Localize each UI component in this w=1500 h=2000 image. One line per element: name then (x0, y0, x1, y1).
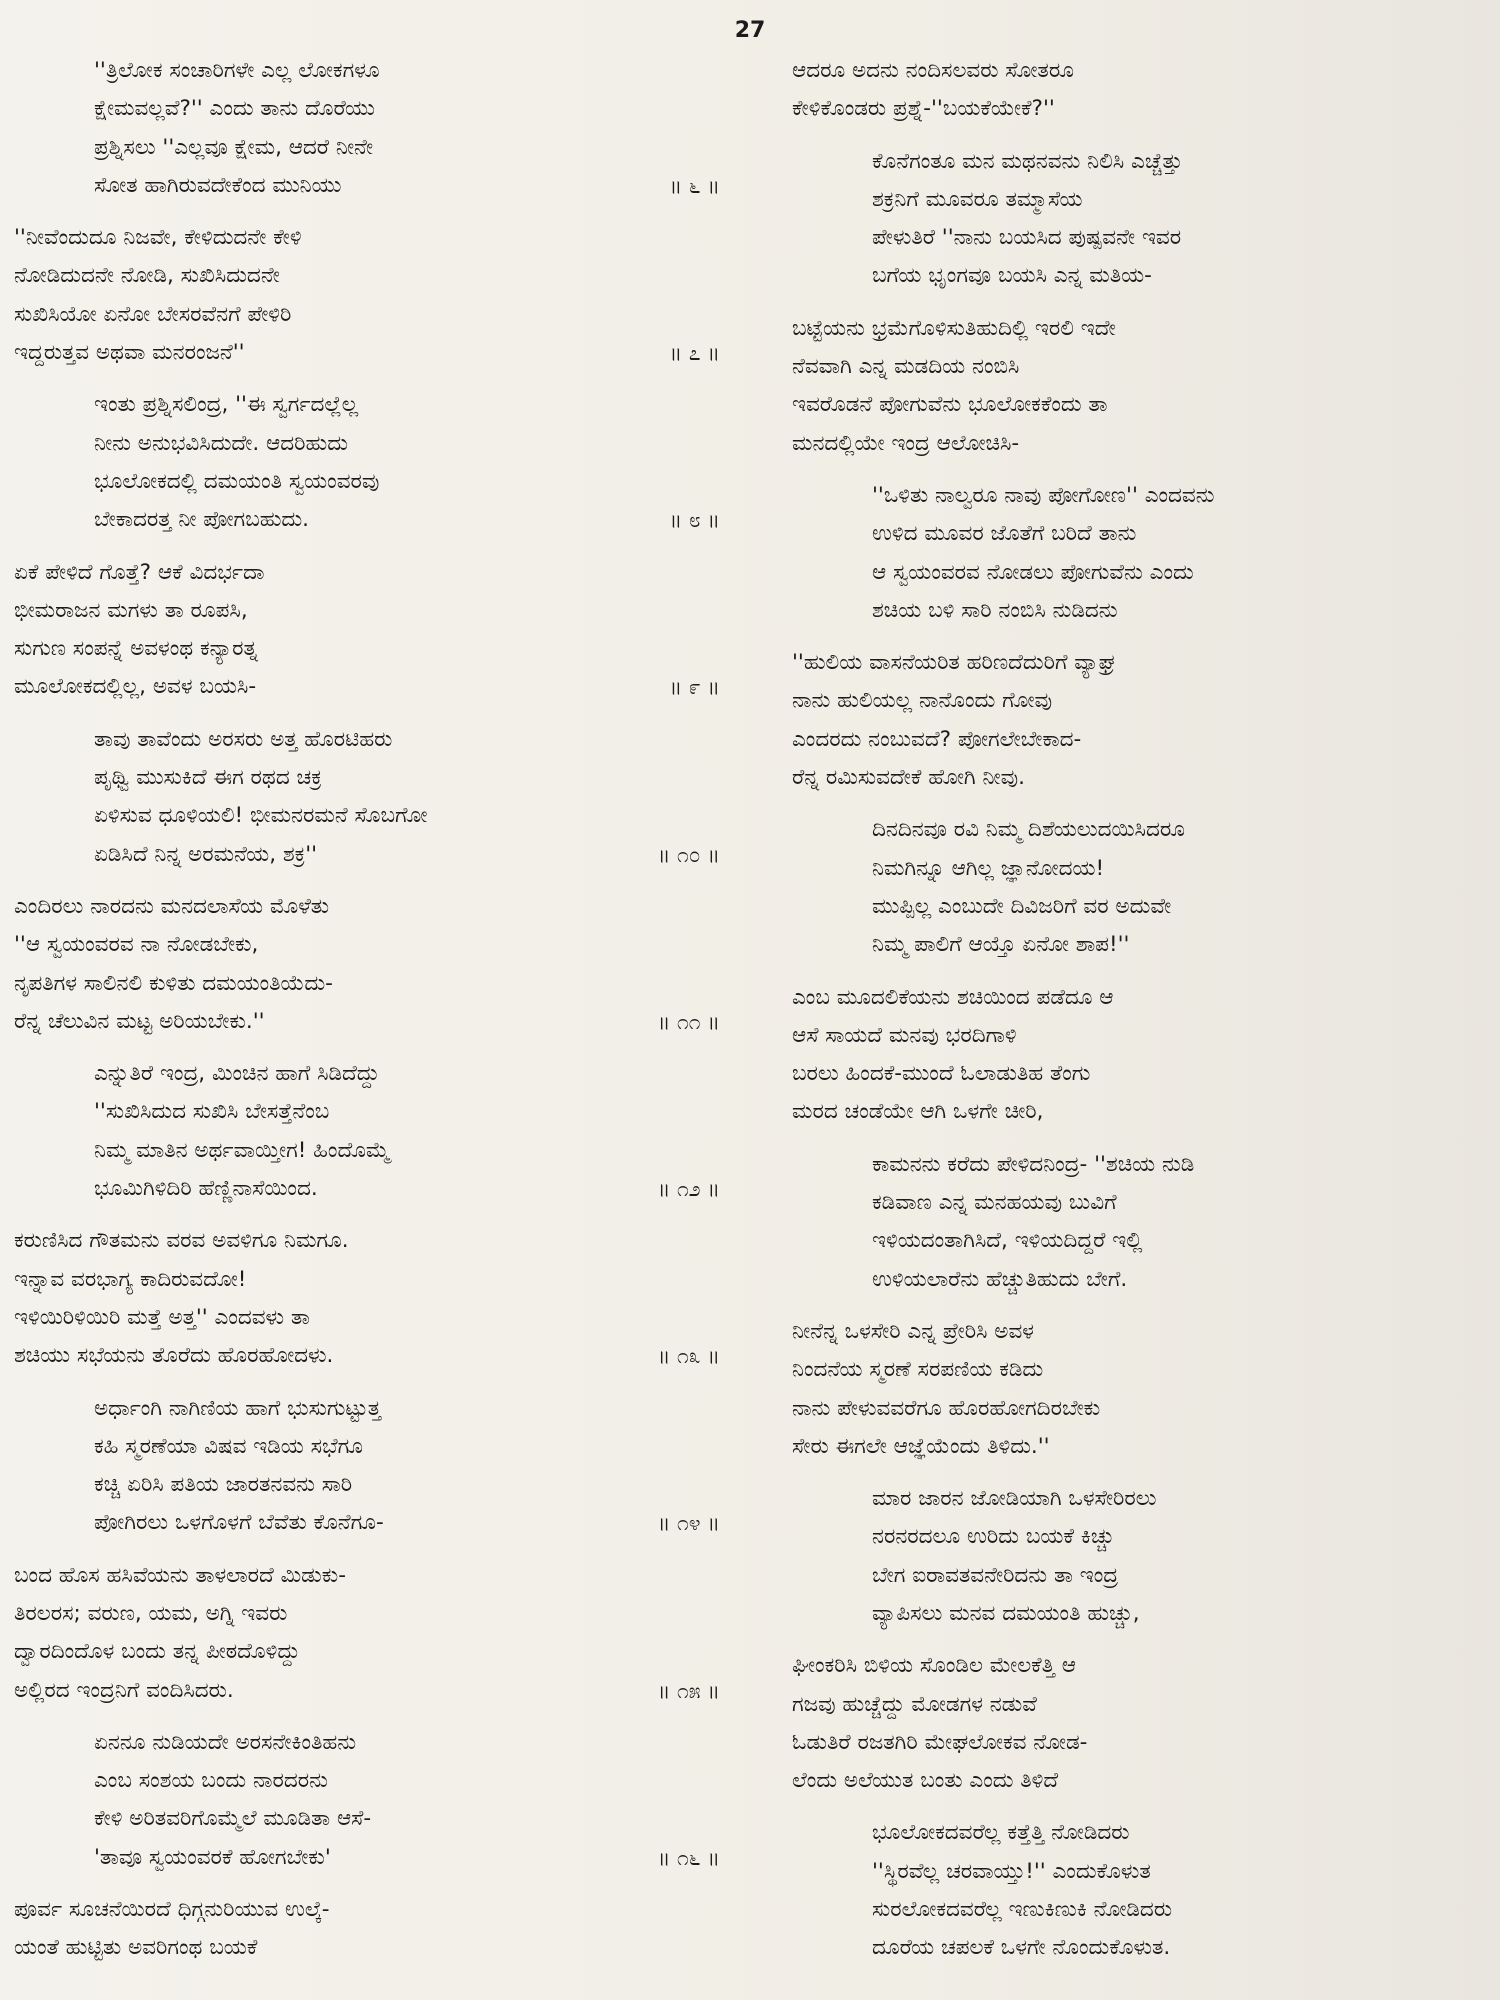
verse-line: ಮರದ ಚಂಡೆಯೇ ಆಗಿ ಒಳಗೇ ಚೀರಿ, (792, 1099, 1044, 1125)
verse-line: ನೆವವಾಗಿ ಎನ್ನ ಮಡದಿಯ ನಂಬಿಸಿ (792, 354, 1020, 380)
stanza (792, 52, 1482, 129)
left-column (14, 52, 720, 1982)
stanza (792, 1146, 1482, 1299)
verse-line: ಕಡಿವಾಣ ಎನ್ನ ಮನಹಯವು ಬುವಿಗೆ (872, 1190, 1117, 1216)
verse-line: ಭೂಲೋಕದವರೆಲ್ಲ ಕತ್ತೆತ್ತಿ ನೋಡಿದರು (872, 1820, 1130, 1846)
stanza (14, 1724, 720, 1877)
stanza (14, 721, 720, 874)
verse-line: ನರನರದಲೂ ಉರಿದು ಬಯಕೆ ಕಿಚ್ಚು (872, 1524, 1115, 1550)
verse-line: ಏಡಿಸಿದೆ ನಿನ್ನ ಅರಮನೆಯ, ಶಕ್ರ'' (94, 841, 318, 867)
verse-line: ತಾವು ತಾವೆಂದು ಅರಸರು ಅತ್ತ ಹೊರಟಿಹರು (94, 726, 393, 752)
verse-line: ಇನ್ನಾವ ವರಭಾಗ್ಯ ಕಾದಿರುವದೋ! (14, 1266, 247, 1292)
verse-line: ಎಂಬ ಸಂಶಯ ಬಂದು ನಾರದರನು (94, 1768, 328, 1794)
verse-line: ಸೇರು ಈಗಲೇ ಆಜ್ಞೆಯೆಂದು ತಿಳಿದು.'' (792, 1433, 1050, 1459)
verse-line: ಪೇಳುತಿರೆ ''ನಾನು ಬಯಸಿದ ಪುಷ್ಪವನೇ ಇವರ (872, 225, 1182, 251)
verse-line: ನಿಮ್ಮ ಪಾಲಿಗೆ ಆಯ್ತೊ ಏನೋ ಶಾಪ!'' (872, 932, 1130, 958)
verse-line: ಕೊನೆಗಂತೂ ಮನ ಮಥನವನು ನಿಲಿಸಿ ಎಚ್ಚೆತ್ತು (872, 148, 1183, 174)
verse-line: ಪೃಥ್ವಿ ಮುಸುಕಿದೆ ಈಗ ರಥದ ಚಕ್ರ (94, 765, 322, 791)
verse-line: ಓಡುತಿರೆ ರಜತಗಿರಿ ಮೇಘಲೋಕವ ನೋಡ- (792, 1729, 1088, 1755)
verse-line: ಇಂತು ಪ್ರಶ್ನಿಸಲಿಂದ್ರ, ''ಈ ಸ್ವರ್ಗದಲ್ಲೆಲ್ಲ (94, 392, 359, 418)
verse-line: ಬೇಗ ಐರಾವತವನೇರಿದನು ತಾ ಇಂದ್ರ (872, 1562, 1119, 1588)
stanza (792, 143, 1482, 296)
verse-line: ಆ ಸ್ವಯಂವರವ ನೋಡಲು ಪೋಗುವೆನು ಎಂದು (872, 559, 1194, 585)
verse-line: ಅರ್ಧಾಂಗಿ ನಾಗಿಣಿಯ ಹಾಗೆ ಭುಸುಗುಟ್ಟುತ್ತ (94, 1395, 381, 1421)
verse-number: ॥ ೧೪ ॥ (657, 1511, 720, 1536)
verse-line: ತಿರಲರಸ; ವರುಣ, ಯಮ, ಅಗ್ನಿ ಇವರು (14, 1600, 288, 1626)
stanza (14, 1891, 720, 1968)
stanza (14, 1390, 720, 1543)
verse-line: ಇಳಿಯದಂತಾಗಿಸಿದೆ, ಇಳಿಯದಿದ್ದರೆ ಇಲ್ಲಿ (872, 1228, 1143, 1254)
verse-line: ನೀನೆನ್ನ ಒಳಸೇರಿ ಎನ್ನ ಪ್ರೇರಿಸಿ ಅವಳ (792, 1318, 1034, 1344)
verse-line: ಅಲ್ಲಿರದ ಇಂದ್ರನಿಗೆ ವಂದಿಸಿದರು. (14, 1677, 234, 1703)
verse-line: ಸುಗುಣ ಸಂಪನ್ನೆ ಅವಳಂಥ ಕನ್ಯಾರತ್ನ (14, 636, 258, 662)
verse-line: ದೂರೆಯ ಚಪಲಕೆ ಒಳಗೇ ನೊಂದುಕೊಳುತ. (872, 1935, 1171, 1961)
stanza (792, 1480, 1482, 1633)
verse-line: ಎನ್ನುತಿರೆ ಇಂದ್ರ, ಮಿಂಚಿನ ಹಾಗೆ ಸಿಡಿದೆದ್ದು (94, 1061, 380, 1087)
verse-line: ಕ್ಷೇಮವಲ್ಲವೆ?'' ಎಂದು ತಾನು ದೊರೆಯು (94, 96, 375, 122)
verse-line: ನಿಂದನೆಯ ಸ್ಮರಣೆ ಸರಪಣಿಯ ಕಡಿದು (792, 1357, 1044, 1383)
verse-line: ಬಗೆಯ ಭೃಂಗವೂ ಬಯಸಿ ಎನ್ನ ಮತಿಯ- (872, 263, 1152, 289)
verse-line: ಎಂದಿರಲು ನಾರದನು ಮನದಲಾಸೆಯ ಮೊಳೆತು (14, 893, 330, 919)
verse-line: ಏನನೂ ನುಡಿಯದೇ ಅರಸನೇಕಿಂತಿಹನು (94, 1729, 357, 1755)
verse-number: ॥ ೭ ॥ (669, 341, 720, 366)
verse-line: ಏಕೆ ಪೇಳಿದೆ ಗೊತ್ತೆ? ಆಕೆ ವಿದರ್ಭದಾ (14, 559, 265, 585)
verse-line: ಶಕ್ರನಿಗೆ ಮೂವರೂ ತಮ್ಮಾಸೆಯ (872, 186, 1083, 212)
verse-line: ರೆನ್ನ ಚೆಲುವಿನ ಮಟ್ಟ ಅರಿಯಬೇಕು.'' (14, 1008, 265, 1034)
verse-line: ಏಳಿಸುವ ಧೂಳಿಯಲಿ! ಭೀಮನರಮನೆ ಸೊಬಗೋ (94, 803, 428, 829)
verse-line: ಗಜವು ಹುಚ್ಚೆದ್ದು ಮೋಡಗಳ ನಡುವೆ (792, 1691, 1037, 1717)
verse-number: ॥ ೧೫ ॥ (657, 1678, 720, 1703)
verse-line: ''ಸುಖಿಸಿದುದ ಸುಖಿಸಿ ಬೇಸತ್ತೆನೆಂಬ (94, 1099, 330, 1125)
verse-line: ಮೂಲೋಕದಲ್ಲಿಲ್ಲ, ಅವಳ ಬಯಸಿ- (14, 674, 257, 700)
verse-line: ನಾನು ಹುಲಿಯಲ್ಲ ನಾನೊಂದು ಗೋವು (792, 688, 1053, 714)
verse-line: ಬೇಕಾದರತ್ತ ನೀ ಪೋಗಬಹುದು. (94, 507, 309, 533)
verse-line: ಪೋಗಿರಲು ಒಳಗೊಳಗೆ ಬೆವೆತು ಕೊನೆಗೂ- (94, 1510, 384, 1536)
verse-line: ನೀನು ಅನುಭವಿಸಿದುದೇ. ಆದರಿಹುದು (94, 430, 348, 456)
stanza (14, 888, 720, 1041)
verse-line: ನಾನು ಪೇಳುವವರೆಗೂ ಹೊರಹೋಗದಿರಬೇಕು (792, 1395, 1101, 1421)
verse-line: ಶಚಿಯ ಬಳಿ ಸಾರಿ ನಂಬಿಸಿ ನುಡಿದನು (872, 597, 1118, 623)
stanza (14, 52, 720, 205)
verse-line: ಉಳಿದ ಮೂವರ ಜೊತೆಗೆ ಬರಿದೆ ತಾನು (872, 521, 1137, 547)
verse-number: ॥ ೧೬ ॥ (657, 1845, 720, 1870)
verse-line: ''ಹುಲಿಯ ವಾಸನೆಯರಿತ ಹರಿಣದೆದುರಿಗೆ ವ್ಯಾಘ್ರ (792, 650, 1116, 676)
verse-line: ''ಒಳಿತು ನಾಲ್ವರೂ ನಾವು ಪೋಗೋಣ'' ಎಂದವನು (872, 482, 1215, 508)
verse-line: ಇವರೊಡನೆ ಪೋಗುವೆನು ಭೂಲೋಕಕೆಂದು ತಾ (792, 392, 1108, 418)
verse-line: ಪ್ರಶ್ನಿಸಲು ''ಎಲ್ಲವೂ ಕ್ಷೇಮ, ಆದರೆ ನೀನೇ (94, 134, 374, 160)
verse-number: ॥ ೮ ॥ (669, 508, 720, 533)
verse-line: ''ಸ್ಥಿರವೆಲ್ಲ ಚರವಾಯ್ತು!'' ಎಂದುಕೊಳುತ (872, 1858, 1151, 1884)
stanza (792, 644, 1482, 797)
verse-line: ಘೀಂಕರಿಸಿ ಬಿಳಿಯ ಸೊಂಡಿಲ ಮೇಲಕೆತ್ತಿ ಆ (792, 1653, 1076, 1679)
verse-line: ''ಆ ಸ್ವಯಂವರವ ನಾ ನೋಡಬೇಕು, (14, 932, 259, 958)
verse-line: ''ನೀವೆಂದುದೂ ನಿಜವೇ, ಕೇಳಿದುದನೇ ಕೇಳಿ (14, 225, 302, 251)
right-column (792, 52, 1482, 1982)
stanza (792, 979, 1482, 1132)
verse-line: ಕೇಳಿಕೊಂಡರು ಪ್ರಶ್ನೆ-''ಬಯಕೆಯೇಕೆ?'' (792, 96, 1055, 122)
verse-line: ಸುಖಿಸಿಯೋ ಏನೋ ಬೇಸರವೆನಗೆ ಪೇಳಿರಿ (14, 301, 292, 327)
verse-line: ರೆನ್ನ ರಮಿಸುವದೇಕೆ ಹೋಗಿ ನೀವು. (792, 765, 1025, 791)
stanza (792, 1313, 1482, 1466)
verse-line: ವ್ಯಾಪಿಸಲು ಮನವ ದಮಯಂತಿ ಹುಚ್ಚು, (872, 1600, 1140, 1626)
stanza (792, 477, 1482, 630)
verse-line: ನೋಡಿದುದನೇ ನೋಡಿ, ಸುಖಿಸಿದುದನೇ (14, 263, 280, 289)
verse-line: ದ್ವಾರದಿಂದೊಳ ಬಂದು ತನ್ನ ಪೀಠದೊಳಿದ್ದು (14, 1639, 301, 1665)
verse-line: ಬಟ್ಟೆಯನು ಭ್ರಮೆಗೊಳಿಸುತಿಹುದಿಲ್ಲಿ ಇರಲಿ ಇದೇ (792, 315, 1116, 341)
verse-line: ಇಳಿಯಿರಿಳಿಯಿರಿ ಮತ್ತೆ ಅತ್ತ'' ಎಂದವಳು ತಾ (14, 1304, 310, 1330)
verse-line: ಲೆಂದು ಅಲೆಯುತ ಬಂತು ಎಂದು ತಿಳಿದೆ (792, 1768, 1059, 1794)
stanza (14, 1055, 720, 1208)
verse-line: ಮನದಲ್ಲಿಯೇ ಇಂದ್ರ ಆಲೋಚಿಸಿ- (792, 430, 1020, 456)
verse-line: ಆಸೆ ಸಾಯದೆ ಮನವು ಭರದಿಗಾಳಿ (792, 1022, 1017, 1048)
verse-line: 'ತಾವೂ ಸ್ವಯಂವರಕೆ ಹೋಗಬೇಕು' (94, 1844, 331, 1870)
verse-line: ಮುಪ್ಪಿಲ್ಲ ಎಂಬುದೇ ದಿವಿಜರಿಗೆ ವರ ಅದುವೇ (872, 893, 1172, 919)
stanza (14, 1557, 720, 1710)
verse-line: ಭೂಲೋಕದಲ್ಲಿ ದಮಯಂತಿ ಸ್ವಯಂವರವು (94, 468, 380, 494)
verse-line: ದಿನದಿನವೂ ರವಿ ನಿಮ್ಮ ದಿಶೆಯಲುದಯಿಸಿದರೂ (872, 817, 1185, 843)
verse-line: ಯಂತೆ ಹುಟ್ಟಿತು ಅವರಿಗಂಥ ಬಯಕೆ (14, 1935, 258, 1961)
verse-line: ಕೇಳಿ ಅರಿತವರಿಗೊಮ್ಮೆಲೆ ಮೂಡಿತಾ ಆಸೆ- (94, 1806, 372, 1832)
verse-line: ಉಳಿಯಲಾರೆನು ಹೆಚ್ಚುತಿಹುದು ಬೇಗೆ. (872, 1266, 1128, 1292)
verse-line: ಆದರೂ ಅದನು ನಂದಿಸಲವರು ಸೋತರೂ (792, 58, 1074, 83)
verse-line: ಕರುಣಿಸಿದ ಗೌತಮನು ವರವ ಅವಳಿಗೂ ನಿಮಗೂ. (14, 1228, 349, 1254)
verse-number: ॥ ೯ ॥ (669, 675, 720, 700)
verse-line: ಮಾರ ಜಾರನ ಜೋಡಿಯಾಗಿ ಒಳಸೇರಿರಲು (872, 1486, 1157, 1512)
verse-line: ಇದ್ದರುತ್ತವ ಅಥವಾ ಮನರಂಜನೆ'' (14, 340, 245, 366)
stanza (14, 554, 720, 707)
verse-line: ಸುರಲೋಕದವರೆಲ್ಲ ಇಣುಕಿಣುಕಿ ನೋಡಿದರು (872, 1897, 1173, 1923)
verse-line: ಎಂಬ ಮೂದಲಿಕೆಯನು ಶಚಿಯಿಂದ ಪಡೆದೂ ಆ (792, 984, 1114, 1010)
verse-line: ಪೂರ್ವ ಸೂಚನೆಯಿರದೆ ಧಿಗ್ಗನುರಿಯುವ ಉಲ್ಕೆ- (14, 1897, 330, 1923)
verse-line: ಭೂಮಿಗಿಳಿದಿರಿ ಹೆಣ್ಣಿನಾಸೆಯಿಂದ. (94, 1176, 318, 1202)
verse-number: ॥ ೧೩ ॥ (657, 1344, 720, 1369)
verse-number: ॥ ೧೨ ॥ (657, 1177, 720, 1202)
verse-number: ॥ ೧೦ ॥ (657, 842, 720, 867)
stanza (14, 1222, 720, 1375)
stanza (792, 1647, 1482, 1800)
stanza (792, 1814, 1482, 1967)
stanza (14, 219, 720, 372)
verse-number: ॥ ೧೧ ॥ (657, 1009, 720, 1034)
verse-line: ಶಚಿಯು ಸಭೆಯನು ತೊರೆದು ಹೊರಹೋದಳು. (14, 1343, 334, 1369)
verse-line: ಎಂದರದು ನಂಬುವದೆ? ಪೋಗಲೇಬೇಕಾದ- (792, 726, 1082, 752)
verse-line: ಭೀಮರಾಜನ ಮಗಳು ತಾ ರೂಪಸಿ, (14, 597, 248, 623)
stanza (792, 310, 1482, 463)
verse-line: ಸೋತ ಹಾಗಿರುವದೇಕೆಂದ ಮುನಿಯು (94, 172, 342, 198)
stanza (792, 811, 1482, 964)
verse-line: ನೃಪತಿಗಳ ಸಾಲಿನಲಿ ಕುಳಿತು ದಮಯಂತಿಯೆದು- (14, 970, 333, 996)
verse-line: ಕಾಮನನು ಕರೆದು ಪೇಳಿದನಿಂದ್ರ- ''ಶಚಿಯ ನುಡಿ (872, 1151, 1195, 1177)
verse-number: ॥ ೬ ॥ (669, 173, 720, 198)
verse-line: ಕಹಿ ಸ್ಮರಣೆಯಾ ವಿಷವ ಇಡಿಯ ಸಭೆಗೂ (94, 1433, 363, 1459)
verse-line: ನಿಮ್ಮ ಮಾತಿನ ಅರ್ಥವಾಯ್ತೀಗ! ಹಿಂದೊಮ್ಮೆ (94, 1137, 391, 1163)
verse-line: ಕಚ್ಚಿ ಏರಿಸಿ ಪತಿಯ ಜಾರತನವನು ಸಾರಿ (94, 1472, 353, 1498)
verse-line: ಬಂದ ಹೊಸ ಹಸಿವೆಯನು ತಾಳಲಾರದೆ ಮಿಡುಕು- (14, 1562, 346, 1588)
stanza (14, 386, 720, 539)
verse-line: ''ತ್ರಿಲೋಕ ಸಂಚಾರಿಗಳೇ ಎಲ್ಲ ಲೋಕಗಳೂ (94, 58, 380, 83)
verse-line: ನಿಮಗಿನ್ನೂ ಆಗಿಲ್ಲ ಜ್ಞಾನೋದಯ! (872, 855, 1105, 881)
verse-line: ಬರಲು ಹಿಂದಕೆ-ಮುಂದೆ ಓಲಾಡುತಿಹ ತೆಂಗು (792, 1061, 1091, 1087)
page-number: 27 (734, 18, 766, 43)
